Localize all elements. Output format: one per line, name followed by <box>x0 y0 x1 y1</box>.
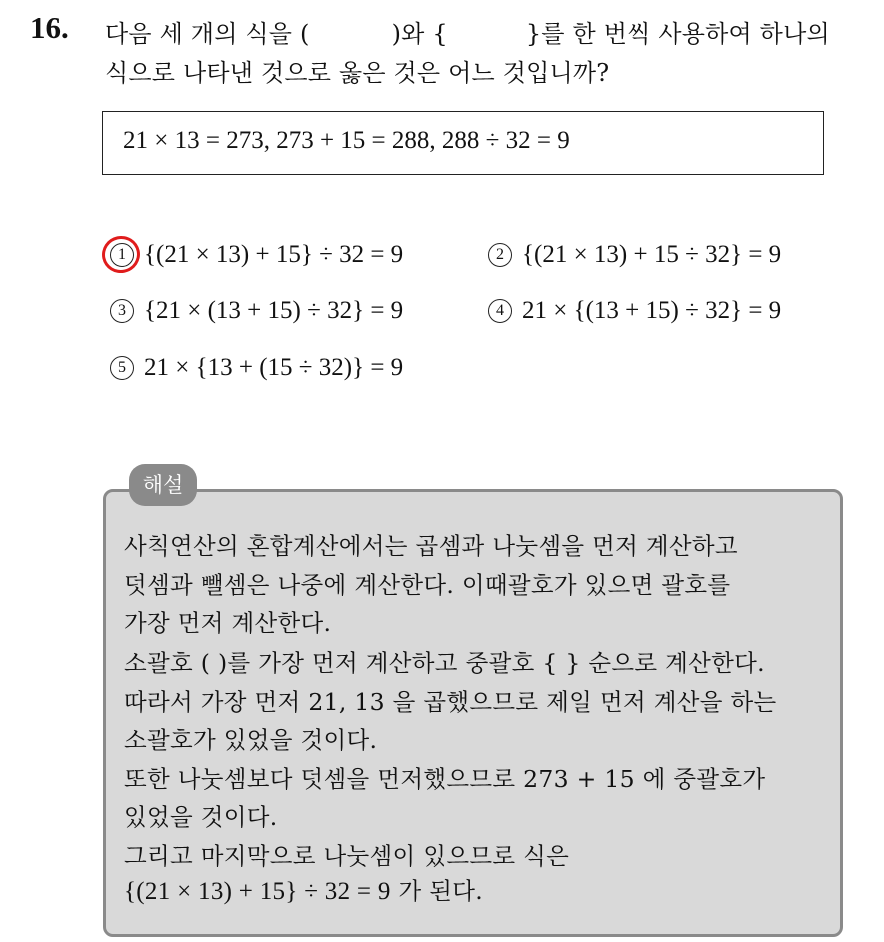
explanation-line-4: 소괄호 ( )를 가장 먼저 계산하고 중괄호 { } 순으로 계산한다. <box>124 649 765 677</box>
question-text-part-b: )와 { <box>391 20 448 48</box>
explanation-line-6: 소괄호가 있었을 것이다. <box>124 726 378 754</box>
question-text-part-c: }를 한 번씩 사용하여 하나의 <box>525 20 830 48</box>
choice-2[interactable] <box>488 241 781 269</box>
explanation-line-9: 그리고 마지막으로 나눗셈이 있으므로 식은 <box>124 842 570 870</box>
explanation-line-7: 또한 나눗셈보다 덧셈을 먼저했으므로 273 + 15 에 중괄호가 <box>124 765 766 793</box>
explanation-line-8: 있었을 것이다. <box>124 803 278 831</box>
choice-marker-3: 3 <box>110 299 134 323</box>
explanation-line-5: 따라서 가장 먼저 21, 13 을 곱했으므로 제일 먼저 계산을 하는 <box>124 688 777 716</box>
question-text-line-1 <box>105 14 830 49</box>
explanation-final-line <box>124 872 483 906</box>
question-text-line-2: 식으로 나타낸 것으로 옳은 것은 어느 것입니까? <box>105 59 610 87</box>
choice-expr-4: 21 × {(13 + 15) ÷ 32} = 9 <box>522 297 782 324</box>
choice-4[interactable] <box>488 297 781 325</box>
choice-marker-4: 4 <box>488 299 512 323</box>
explanation-tag: 해설 <box>129 464 197 506</box>
given-equations: 21 × 13 = 273, 273 + 15 = 288, 288 ÷ 32 = 9 <box>123 127 570 154</box>
question-number: 16. <box>30 10 69 45</box>
choice-marker-1: 1 <box>110 243 134 267</box>
choice-expr-3: {21 × (13 + 15) ÷ 32} = 9 <box>144 297 404 324</box>
choice-expr-2: {(21 × 13) + 15 ÷ 32} = 9 <box>522 241 782 268</box>
choice-marker-5: 5 <box>110 356 134 380</box>
explanation-line-3: 가장 먼저 계산한다. <box>124 609 332 637</box>
choice-expr-1: {(21 × 13) + 15} ÷ 32 = 9 <box>144 241 404 268</box>
explanation-line-1: 사칙연산의 혼합계산에서는 곱셈과 나눗셈을 먼저 계산하고 <box>124 532 738 560</box>
choice-marker-2: 2 <box>488 243 512 267</box>
given-equations-box <box>102 111 824 175</box>
final-expression: {(21 × 13) + 15} ÷ 32 = 9 <box>124 878 391 905</box>
explanation-line-2: 덧셈과 뺄셈은 나중에 계산한다. 이때괄호가 있으면 괄호를 <box>124 571 731 599</box>
final-suffix: 가 된다. <box>390 877 483 905</box>
choice-3[interactable] <box>110 297 403 325</box>
question-text-part-a: 다음 세 개의 식을 ( <box>105 20 310 48</box>
choice-5[interactable] <box>110 354 403 382</box>
choice-1[interactable] <box>110 241 403 269</box>
choice-expr-5: 21 × {13 + (15 ÷ 32)} = 9 <box>144 354 404 381</box>
